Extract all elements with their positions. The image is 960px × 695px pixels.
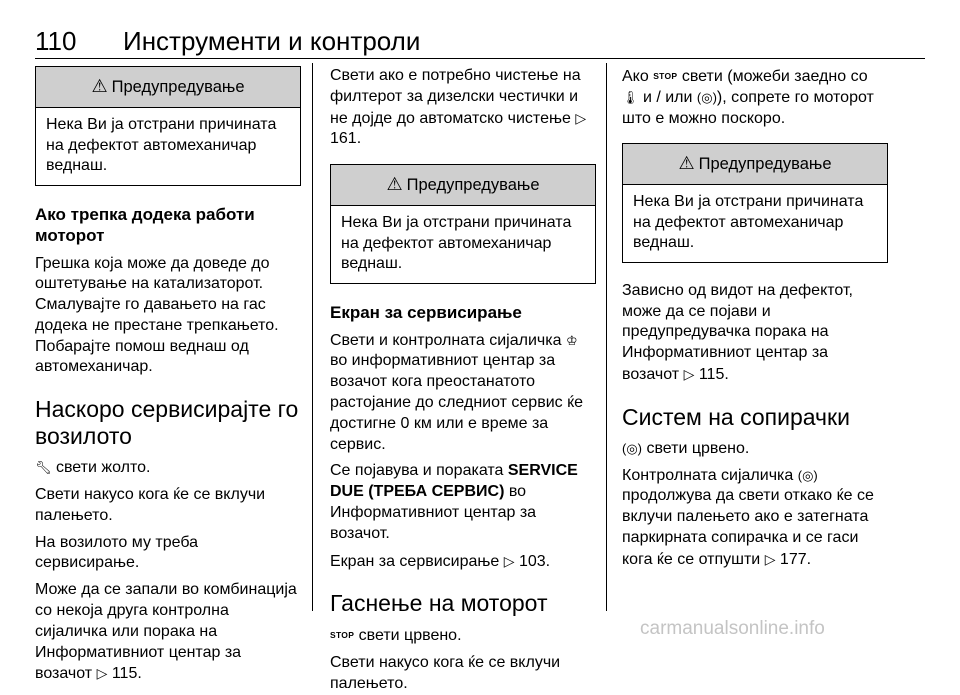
page-header: [35, 24, 925, 59]
warning-text: Нека Ви ја отстрани причината на дефектот автомеханичар веднаш.: [341, 214, 572, 273]
warning-header: [331, 165, 595, 206]
paragraph: Свети и контролната сијаличка ♔ во информативниот центар за возачот кога преостанатото растојание до следниот сервис ќе достигне 0 км или е време за сервис.: [330, 331, 583, 453]
section-heading: Гаснење на моторот: [330, 590, 548, 617]
warning-box: [330, 164, 596, 284]
paragraph: Свети накусо кога ќе се вклучи палењето.: [330, 654, 561, 693]
wrench-icon: 🔧︎: [35, 460, 52, 476]
stop-icon: STOP: [653, 71, 678, 81]
chapter-title: Инструменти и контроли: [123, 26, 421, 56]
paragraph: (◎) свети црвено.: [622, 439, 888, 460]
page-reference[interactable]: 115.: [111, 665, 142, 683]
page-reference-arrow-icon: ▷: [503, 552, 515, 569]
service-message: SERVICE DUE (ТРЕБА СЕРВИС): [330, 462, 578, 501]
section-heading: Ако трепка додека работи моторот: [35, 204, 255, 245]
page-reference-arrow-icon: ▷: [764, 550, 776, 567]
paragraph: 🔧︎ свети жолто.: [35, 458, 301, 479]
paragraph: Може да се запали во комбинација со некоја друга контролна сијаличка или порака на Информативниот центар за возачот ▷ 115.: [35, 581, 297, 683]
paragraph: На возилото му треба сервисирање.: [35, 533, 199, 572]
column-2: [330, 66, 596, 695]
warning-triangle-icon: ⚠: [91, 76, 108, 96]
warning-triangle-icon: ⚠: [678, 153, 695, 174]
warning-header: [623, 144, 887, 185]
paragraph: Грешка која може да доведе до оштетување на катализаторот. Смалувајте го давањето на гас додека не престане трепкањето. Побарајте помош веднаш од автомеханичар.: [35, 254, 279, 376]
section-heading: Наскоро сервисирајте го возилото: [35, 396, 299, 450]
warning-triangle-icon: ⚠: [386, 174, 403, 195]
brake-icon: (◎): [622, 440, 643, 456]
section-heading: Систем на сопирачки: [622, 403, 850, 430]
stop-icon: STOP: [330, 630, 355, 641]
warning-heading: Предупредување: [406, 176, 540, 195]
section-heading: Екран за сервисирање: [330, 302, 522, 322]
paragraph: STOP свети црвено.: [330, 627, 462, 645]
column-3: [622, 66, 888, 571]
paragraph: Свети ако е потребно чистење на филтерот за дизелски честички и не дојде до автоматско чистење ▷ 161.: [330, 67, 587, 148]
column-1: [35, 66, 301, 685]
warning-text: Нека Ви ја отстрани причината на дефектот автомеханичар веднаш.: [46, 116, 277, 174]
page-reference[interactable]: 115.: [698, 366, 729, 384]
warning-box: [622, 143, 888, 263]
warning-heading: Предупредување: [698, 155, 832, 174]
paragraph: Свети накусо кога ќе се вклучи палењето.: [35, 486, 266, 524]
paragraph: Екран за сервисирање ▷ 103.: [330, 552, 551, 570]
page-reference[interactable]: 177.: [779, 550, 812, 568]
warning-heading: Предупредување: [111, 78, 245, 96]
column-divider: [606, 63, 607, 611]
coolant-temperature-icon: 🌡︎: [622, 89, 639, 105]
service-lamp-icon: ♔: [565, 332, 578, 348]
warning-header: [36, 67, 300, 108]
page-reference-arrow-icon: ▷: [575, 109, 587, 126]
brake-icon: (◎): [696, 89, 717, 105]
warning-box: [35, 66, 301, 186]
column-divider: [312, 63, 313, 611]
paragraph: Ако STOP свети (можеби заедно со 🌡︎ и / или (◎)), сопрете го моторот што е можно поскоро.: [622, 68, 874, 127]
brake-icon: (◎): [797, 467, 818, 483]
paragraph: Зависно од видот на дефектот, може да се појави и предупредувачка порака на Информативниот центар за возачот ▷ 115.: [622, 281, 853, 384]
page-reference[interactable]: 161.: [330, 130, 362, 148]
watermark: carmanualsonline.info: [640, 618, 825, 639]
page-reference-arrow-icon: ▷: [96, 665, 108, 682]
warning-text: Нека Ви ја отстрани причината на дефектот автомеханичар веднаш.: [633, 193, 864, 252]
page-number: 110: [35, 26, 77, 56]
page-reference[interactable]: 103.: [518, 552, 551, 570]
paragraph: Се појавува и пораката SERVICE DUE (ТРЕБА СЕРВИС) во Информативниот центар за возачот.: [330, 462, 578, 542]
paragraph: Контролната сијаличка (◎) продолжува да свети откако ќе се вклучи палењето ако е затегната паркирната сопирачка и се гаси кога ќе се отпушти ▷ 177.: [622, 466, 874, 568]
page-reference-arrow-icon: ▷: [683, 366, 695, 383]
